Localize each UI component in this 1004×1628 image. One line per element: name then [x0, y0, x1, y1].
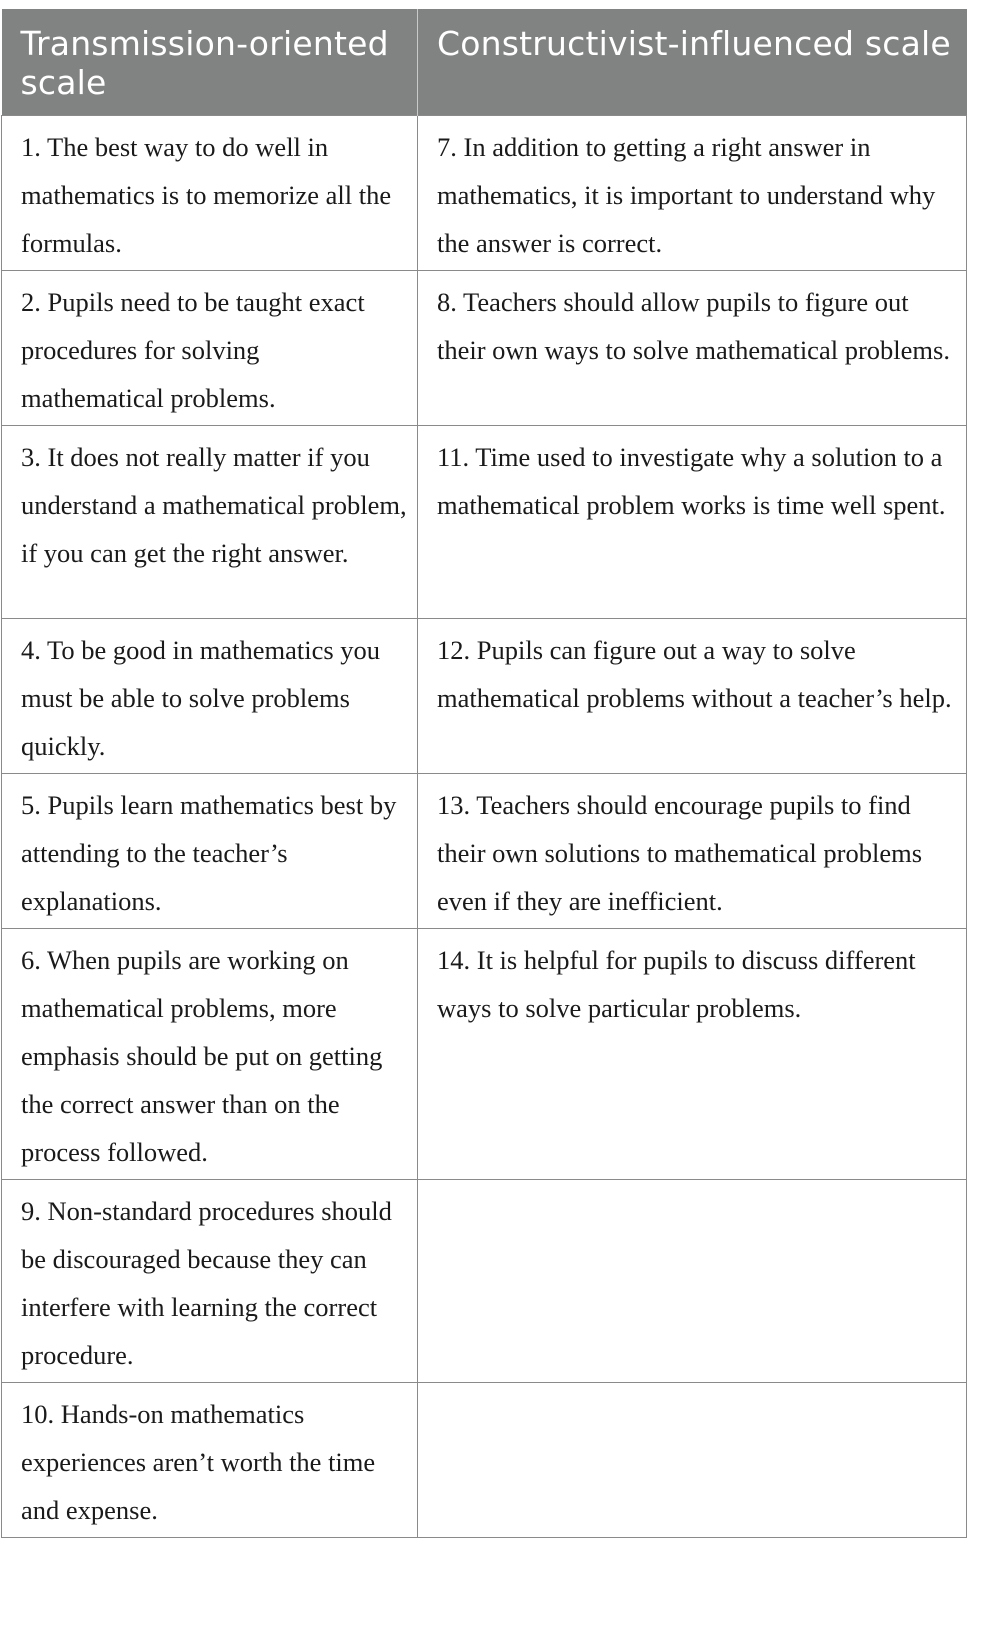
beliefs-scales-table	[1, 9, 967, 1538]
constructivist-item-empty	[418, 1383, 967, 1538]
table-row	[2, 1383, 967, 1538]
transmission-item: 6. When pupils are working on mathematical problems, more emphasis should be put on getting the correct answer than on the process followed.	[2, 929, 418, 1180]
transmission-item: 1. The best way to do well in mathematics is to memorize all the formulas.	[2, 116, 418, 271]
table-row	[2, 426, 967, 619]
constructivist-item: 7. In addition to getting a right answer in mathematics, it is important to understand why the answer is correct.	[418, 116, 967, 271]
transmission-item: 10. Hands-on mathematics experiences aren’t worth the time and expense.	[2, 1383, 418, 1538]
header-constructivist-influenced: Constructivist-influenced scale	[418, 9, 967, 116]
constructivist-item: 8. Teachers should allow pupils to figure out their own ways to solve mathematical problems.	[418, 271, 967, 426]
constructivist-item: 12. Pupils can figure out a way to solve mathematical problems without a teacher’s help.	[418, 619, 967, 774]
constructivist-item: 11. Time used to investigate why a solution to a mathematical problem works is time well spent.	[418, 426, 967, 619]
table-row	[2, 271, 967, 426]
transmission-item: 9. Non-standard procedures should be discouraged because they can interfere with learning the correct procedure.	[2, 1180, 418, 1383]
table-row	[2, 116, 967, 271]
table-row	[2, 619, 967, 774]
transmission-item: 5. Pupils learn mathematics best by attending to the teacher’s explanations.	[2, 774, 418, 929]
header-transmission-oriented: Transmission-oriented scale	[2, 9, 418, 116]
constructivist-item-empty	[418, 1180, 967, 1383]
table-row	[2, 774, 967, 929]
constructivist-item: 14. It is helpful for pupils to discuss different ways to solve particular problems.	[418, 929, 967, 1180]
header-row	[2, 9, 967, 116]
transmission-item: 2. Pupils need to be taught exact procedures for solving mathematical problems.	[2, 271, 418, 426]
constructivist-item: 13. Teachers should encourage pupils to find their own solutions to mathematical problems even if they are inefficient.	[418, 774, 967, 929]
transmission-item: 4. To be good in mathematics you must be able to solve problems quickly.	[2, 619, 418, 774]
transmission-item: 3. It does not really matter if you understand a mathematical problem, if you can get the right answer.	[2, 426, 418, 619]
table-row	[2, 1180, 967, 1383]
table-row	[2, 929, 967, 1180]
